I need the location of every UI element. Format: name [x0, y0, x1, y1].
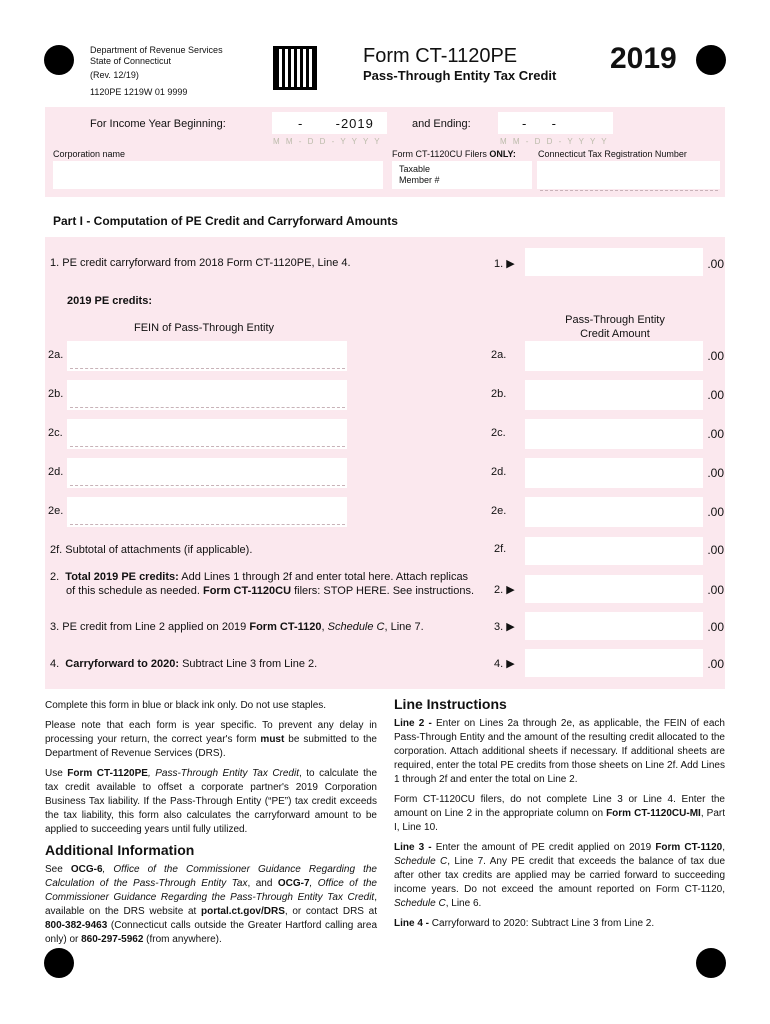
- line4-instruction: Line 4 - Carryforward to 2020: Subtract Line 3 from Line 2.: [394, 918, 655, 929]
- line3-arrow-icon: ▶: [506, 621, 515, 633]
- credits-header: 2019 PE credits:: [67, 295, 152, 307]
- line2-number: 2. ▶: [494, 584, 515, 596]
- line1-amount-field[interactable]: [525, 248, 703, 276]
- taxable-member-label: Taxable Member #: [399, 164, 440, 185]
- state-name: State of Connecticut: [90, 56, 172, 66]
- registration-number-label: Connecticut Tax Registration Number: [538, 149, 687, 159]
- line2e-label-left: 2e.: [48, 505, 64, 517]
- line4-amount-field[interactable]: [525, 649, 703, 677]
- line2-description: 2. Total 2019 PE credits: Add Lines 1 through 2f and enter total here. Attach replicas of this schedule as needed. Form CT-1120CU filers: STOP HERE. See instructions.: [50, 571, 475, 597]
- line2b-fein-guide: [70, 407, 345, 408]
- line2-amount-field[interactable]: [525, 575, 703, 603]
- line2b-label-right: 2b.: [491, 388, 507, 400]
- dept-name: Department of Revenue Services: [90, 45, 223, 55]
- line4-number: 4. ▶: [494, 658, 515, 670]
- line2c-label-right: 2c.: [491, 427, 506, 439]
- line2-cents: .00: [707, 583, 724, 597]
- year-specific-note: Please note that each form is year specific. To prevent any delay in processing your return, the correct year's form must be submitted to the Department of Revenue Services (DRS).: [45, 720, 377, 759]
- additional-info-heading: Additional Information: [45, 842, 195, 858]
- purpose-note: Use Form CT-1120PE, Pass-Through Entity Tax Credit, to calculate the tax credit available to offset a corporate partner's 2019 Corporation Business Tax liability. If the Pass-Through Entity (“PE”) tax credit exceeds the tax liability, this form also calculates the carryforward amount to be applied to succeeding years until fully utilized.: [45, 768, 378, 835]
- line2b-cents: .00: [707, 388, 724, 402]
- line2e-fein-field[interactable]: [67, 497, 347, 527]
- line2d-label-right: 2d.: [491, 466, 507, 478]
- line1-number: 1. ▶: [494, 258, 515, 270]
- line2a-label-right: 2a.: [491, 349, 507, 361]
- drs-phone-2: 860-297-5962: [81, 934, 144, 945]
- line2f-description: 2f. Subtotal of attachments (if applicable).: [50, 544, 253, 556]
- line2b-amount-field[interactable]: [525, 380, 703, 410]
- line2e-cents: .00: [707, 505, 724, 519]
- cu-filers-instruction: Form CT-1120CU filers, do not complete Line 3 or Line 4. Enter the amount on Line 2 in the appropriate column on Form CT-1120CU-MI, Part I, Line 10.: [394, 794, 726, 833]
- line4-arrow-icon: ▶: [506, 658, 515, 670]
- form-title: Form CT-1120PE: [363, 45, 518, 67]
- line2b-fein-field[interactable]: [67, 380, 347, 410]
- agency-block: [90, 45, 223, 98]
- line2a-label-left: 2a.: [48, 349, 64, 361]
- line-instructions-heading: Line Instructions: [394, 696, 507, 712]
- fein-column-header: FEIN of Pass-Through Entity: [134, 322, 274, 334]
- registration-mark-bottom-right: [696, 948, 726, 978]
- general-instructions: [45, 699, 377, 953]
- line3-amount-field[interactable]: [525, 612, 703, 640]
- line1-arrow-icon: ▶: [506, 258, 515, 270]
- ink-note: Complete this form in blue or black ink only. Do not use staples.: [45, 700, 327, 711]
- registration-mark-top-left: [44, 45, 74, 75]
- form-year: 2019: [610, 42, 677, 75]
- line2e-label-right: 2e.: [491, 505, 507, 517]
- line2f-number: 2f.: [494, 543, 507, 555]
- line3-cents: .00: [707, 620, 724, 634]
- line3-description: 3. PE credit from Line 2 applied on 2019 Form CT-1120, Schedule C, Line 7.: [50, 621, 424, 633]
- line2d-fein-field[interactable]: [67, 458, 347, 488]
- line3-instruction: Line 3 - Enter the amount of PE credit applied on 2019 Form CT-1120, Schedule C, Line 7. Any PE credit that exceeds the balance of tax due after other tax credits are applied may be carried forward to succeeding income years. Do not exceed the amount reported on Form CT-1120, Schedule C, Line 6.: [394, 842, 726, 909]
- part1-title: Part I - Computation of PE Credit and Carryforward Amounts: [53, 214, 398, 228]
- drs-website-link[interactable]: portal.ct.gov/DRS: [200, 906, 285, 917]
- ending-date-value: - -: [522, 116, 556, 131]
- registration-mark-top-right: [696, 45, 726, 75]
- line1-description: 1. PE credit carryforward from 2018 Form CT-1120PE, Line 4.: [50, 257, 351, 269]
- line2c-fein-guide: [70, 446, 345, 447]
- form-subtitle: Pass-Through Entity Tax Credit: [363, 68, 557, 83]
- line2c-cents: .00: [707, 427, 724, 441]
- cu-filers-label: Form CT-1120CU Filers ONLY:: [392, 149, 516, 159]
- line2d-cents: .00: [707, 466, 724, 480]
- registration-number-field[interactable]: [537, 161, 720, 189]
- corporation-name-label: Corporation name: [53, 149, 126, 159]
- beginning-label: For Income Year Beginning:: [90, 118, 226, 130]
- registration-number-guide: [540, 190, 718, 191]
- line2c-amount-field[interactable]: [525, 419, 703, 449]
- qr-code-icon: [273, 46, 317, 90]
- amount-column-header: Pass-Through Entity Credit Amount: [565, 314, 665, 340]
- line2d-amount-field[interactable]: [525, 458, 703, 488]
- line4-cents: .00: [707, 657, 724, 671]
- ending-label: and Ending:: [412, 118, 471, 130]
- line2d-label-left: 2d.: [48, 466, 64, 478]
- drs-phone-1: 800-382-9463: [45, 920, 108, 931]
- line2a-amount-field[interactable]: [525, 341, 703, 371]
- form-code: 1120PE 1219W 01 9999: [90, 87, 188, 97]
- line2f-cents: .00: [707, 543, 724, 557]
- line2a-fein-guide: [70, 368, 345, 369]
- beginning-date-value: - -2019: [298, 116, 374, 131]
- line1-cents: .00: [707, 257, 724, 271]
- line3-number: 3. ▶: [494, 621, 515, 633]
- line-instructions: [394, 697, 725, 937]
- line2a-fein-field[interactable]: [67, 341, 347, 371]
- line2c-fein-field[interactable]: [67, 419, 347, 449]
- line2e-fein-guide: [70, 524, 345, 525]
- line4-description: 4. Carryforward to 2020: Subtract Line 3 from Line 2.: [50, 658, 318, 670]
- line2f-amount-field[interactable]: [525, 537, 703, 565]
- line2d-fein-guide: [70, 485, 345, 486]
- ending-date-format: M M - D D - Y Y Y Y: [500, 137, 609, 146]
- line2b-label-left: 2b.: [48, 388, 64, 400]
- line2e-amount-field[interactable]: [525, 497, 703, 527]
- revision: (Rev. 12/19): [90, 70, 139, 80]
- additional-info-text: See OCG-6, Office of the Commissioner Guidance Regarding the Calculation of the Pass-Through Entity Tax, and OCG-7, Office of the Commissioner Guidance Regarding the Pass-Through Entity Tax Credit, available on the DRS website at portal.ct.gov/DRS, or contact DRS at 800-382-9463 (Connecticut calls outside the Greater Hartford calling area only) or 860-297-5962 (from anywhere).: [45, 864, 377, 945]
- line2a-cents: .00: [707, 349, 724, 363]
- beginning-date-format: M M - D D - Y Y Y Y: [273, 137, 382, 146]
- corporation-name-field[interactable]: [53, 161, 383, 189]
- line2-instruction: Line 2 - Enter on Lines 2a through 2e, as applicable, the FEIN of each Pass-Through Entity and the amount of the resulting credit allocated to the corporation. Attach additional sheets if necessary. If additional sheets are required, enter the total PE credits from those sheets on Line 2f. Add Lines 1 through 2f and enter the total on Line 2.: [394, 718, 725, 785]
- line2-arrow-icon: ▶: [506, 584, 515, 596]
- line2c-label-left: 2c.: [48, 427, 63, 439]
